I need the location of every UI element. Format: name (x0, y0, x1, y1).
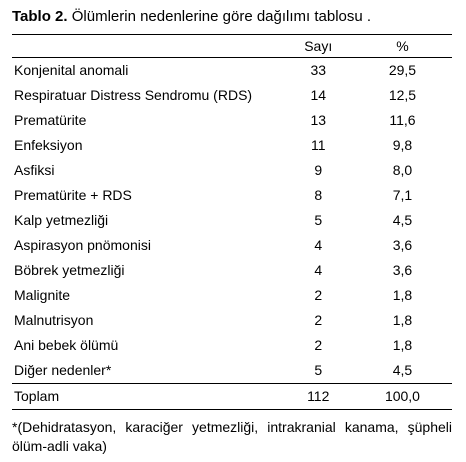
row-percent: 7,1 (392, 187, 413, 203)
row-count: 13 (310, 112, 327, 128)
row-cause: Prematürite + RDS (14, 187, 132, 203)
header-count: Sayı (284, 35, 353, 58)
table-row (12, 83, 452, 108)
row-count: 4 (314, 262, 323, 278)
row-percent: 8,0 (392, 162, 413, 178)
row-count: 8 (314, 187, 323, 203)
row-percent: 4,5 (392, 362, 413, 378)
table-footnote: *(Dehidratasyon, karaciğer yetmezliği, intrakranial kanama, şüpheli ölüm-adli vaka) (12, 419, 452, 454)
row-percent: 3,6 (392, 237, 413, 253)
header-percent: % (353, 35, 452, 58)
total-count: 112 (284, 384, 353, 410)
table-row (12, 233, 452, 258)
row-percent: 9,8 (392, 137, 413, 153)
row-cause: Aspirasyon pnömonisi (14, 237, 151, 253)
row-count: 5 (314, 212, 323, 228)
row-count: 2 (314, 287, 323, 303)
row-cause: Asfiksi (14, 162, 55, 178)
table-header-row (12, 35, 452, 58)
table-row (12, 258, 452, 283)
causes-of-death-table (12, 35, 452, 410)
table-title (12, 8, 454, 26)
row-percent: 3,6 (392, 262, 413, 278)
table-row (12, 208, 452, 233)
table-row (12, 333, 452, 358)
table-row (12, 183, 452, 208)
row-count: 9 (314, 162, 323, 178)
row-cause: Respiratuar Distress Sendromu (RDS) (14, 87, 253, 103)
row-cause: Prematürite (14, 112, 87, 128)
row-cause: Diğer nedenler* (14, 362, 112, 378)
row-count: 33 (310, 62, 327, 78)
table-row (12, 108, 452, 133)
row-percent: 11,6 (389, 112, 416, 128)
total-label: Toplam (12, 384, 284, 410)
row-cause: Malnutrisyon (14, 312, 94, 328)
row-percent: 4,5 (392, 212, 413, 228)
row-percent: 1,8 (392, 337, 413, 353)
row-percent: 1,8 (392, 287, 413, 303)
row-count: 5 (314, 362, 323, 378)
table-total-row (12, 384, 452, 410)
table-row (12, 158, 452, 183)
total-percent: 100,0 (353, 384, 452, 410)
row-cause: Kalp yetmezliği (14, 212, 109, 228)
row-cause: Ani bebek ölümü (14, 337, 119, 353)
table-row (12, 58, 452, 84)
table-title-label: Tablo 2. (12, 8, 68, 25)
table-title-text: Ölümlerin nedenlerine göre dağılımı tablosu . (67, 8, 372, 25)
row-percent: 12,5 (388, 87, 417, 103)
table-body (12, 58, 452, 384)
table-row (12, 308, 452, 333)
row-cause: Enfeksiyon (14, 137, 83, 153)
row-count: 2 (314, 312, 323, 328)
table-row (12, 283, 452, 308)
row-percent: 29,5 (388, 62, 417, 78)
header-cause (12, 35, 284, 58)
row-cause: Böbrek yetmezliği (14, 262, 125, 278)
row-percent: 1,8 (392, 312, 413, 328)
row-count: 2 (314, 337, 323, 353)
row-cause: Malignite (14, 287, 71, 303)
row-count: 14 (310, 87, 327, 103)
row-count: 4 (314, 237, 323, 253)
row-cause: Konjenital anomali (14, 62, 129, 78)
table-row (12, 358, 452, 384)
row-count: 11 (310, 137, 326, 153)
table-row (12, 133, 452, 158)
